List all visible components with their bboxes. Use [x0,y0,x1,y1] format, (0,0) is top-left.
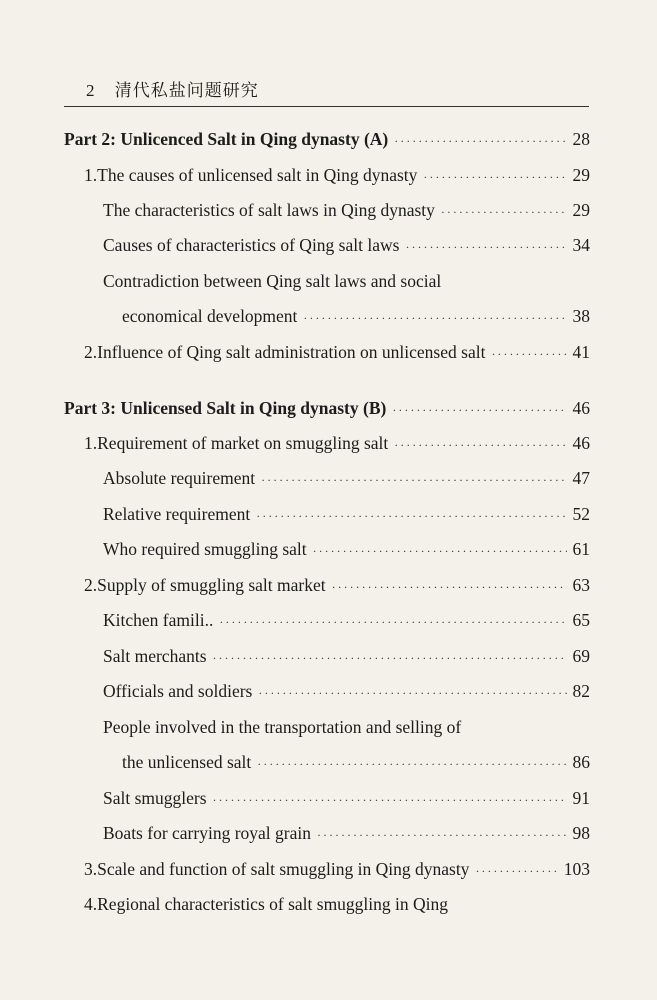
toc-page-number: 91 [572,788,590,808]
toc-section[interactable] [84,858,590,882]
toc-page-number: 34 [572,235,590,255]
header-page-number: 2 [86,81,96,100]
toc-subsection[interactable] [103,716,590,738]
toc-subsection[interactable] [103,538,590,562]
leader-dots [392,399,566,421]
toc-entry-label: economical development [122,306,298,326]
toc-subsection[interactable] [103,787,590,811]
toc-entry-label: the unlicensed salt [122,752,252,772]
toc-page-number: 103 [563,859,590,879]
leader-dots [256,505,566,527]
leader-dots [394,130,566,152]
toc-page-number: 29 [572,200,590,220]
toc-subsection[interactable] [103,645,590,669]
toc-entry-label: Part 3: Unlicensed Salt in Qing dynasty (B) [64,398,387,418]
toc-page-number: 46 [572,433,590,453]
leader-dots [332,576,567,598]
toc-entry-label: 1.The causes of unlicensed salt in Qing dynasty [84,165,418,185]
leader-dots [423,166,566,188]
toc-entry-label: 2.Influence of Qing salt administration on unlicensed salt [84,342,486,362]
toc-subsection[interactable] [103,199,590,223]
toc-entry-label: Boats for carrying royal grain [103,823,311,843]
toc-entry-label: 1.Requirement of market on smuggling salt [84,433,389,453]
leader-dots [258,682,566,704]
toc-page-number: 28 [572,129,590,149]
toc-entry-label: The characteristics of salt laws in Qing dynasty [103,200,435,220]
toc-page-number: 69 [572,646,590,666]
toc-section[interactable] [84,432,590,456]
toc-page-number: 46 [572,398,590,418]
leader-dots [394,434,566,456]
toc-entry-label: 2.Supply of smuggling salt market [84,575,326,595]
toc-subsection-continued[interactable] [122,305,590,329]
toc-page-number: 65 [572,610,590,630]
toc-subsection[interactable] [103,234,590,258]
leader-dots [313,540,567,562]
toc-subsection-continued[interactable] [122,751,590,775]
leader-dots [303,307,566,329]
toc-page-number: 47 [572,468,590,488]
toc-page-number: 29 [572,165,590,185]
toc-part-heading[interactable] [64,397,590,421]
toc-entry-label: Officials and soldiers [103,681,253,701]
toc-subsection[interactable] [103,609,590,633]
leader-dots [405,236,566,258]
leader-dots [261,469,566,491]
toc-entry-label: People involved in the transportation and selling of [103,717,462,737]
toc-subsection[interactable] [103,467,590,491]
header-title: 清代私盐问题研究 [114,81,259,100]
toc-entry-label: Salt merchants [103,646,207,666]
toc-page-number: 38 [572,306,590,326]
toc-page-number: 63 [572,575,590,595]
toc-section[interactable] [84,893,590,915]
toc-subsection[interactable] [103,822,590,846]
toc-section[interactable] [84,164,590,188]
toc-page-number: 82 [572,681,590,701]
toc-page-number: 52 [572,504,590,524]
toc-part-heading[interactable] [64,128,590,152]
leader-dots [213,647,567,669]
toc-entry-label: Kitchen famili.. [103,610,214,630]
toc-section[interactable] [84,341,590,365]
toc-entry-label: Absolute requirement [103,468,256,488]
toc-entry-label: Salt smugglers [103,788,207,808]
toc-entry-label: Who required smuggling salt [103,539,307,559]
toc-page-number: 61 [572,539,590,559]
toc-entry-label: 4.Regional characteristics of salt smuggling in Qing [84,894,449,914]
toc-subsection[interactable] [103,680,590,704]
toc-page-number: 98 [572,823,590,843]
toc-page-number: 86 [572,752,590,772]
toc-subsection[interactable] [103,270,590,292]
leader-dots [491,343,566,365]
leader-dots [257,753,566,775]
leader-dots [219,611,566,633]
toc-page-number: 41 [572,342,590,362]
leader-dots [475,860,557,882]
toc-section[interactable] [84,574,590,598]
leader-dots [441,201,567,223]
leader-dots [317,824,567,846]
toc-subsection[interactable] [103,503,590,527]
toc-entry-label: Contradiction between Qing salt laws and social [103,271,442,291]
toc-entry-label: 3.Scale and function of salt smuggling in Qing dynasty [84,859,470,879]
toc-entry-label: Relative requirement [103,504,251,524]
toc-entry-label: Part 2: Unlicenced Salt in Qing dynasty (A) [64,129,389,149]
leader-dots [213,789,567,811]
toc-entry-label: Causes of characteristics of Qing salt laws [103,235,400,255]
